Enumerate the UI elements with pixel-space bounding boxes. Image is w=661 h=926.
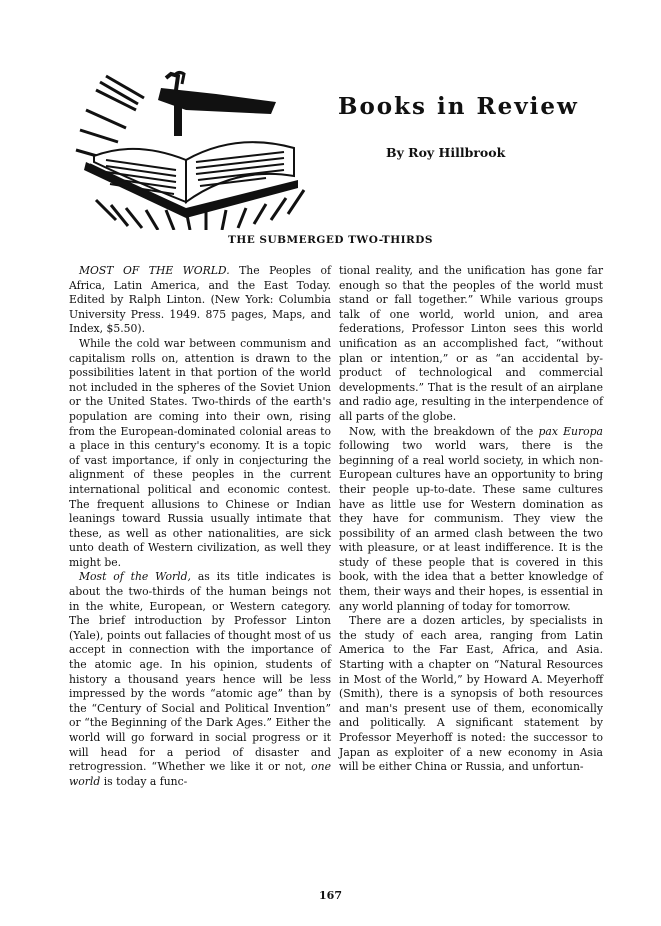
paragraph: Most of the World, as its title indicates is about the two-thirds of the human beings not in the white, European, or Western category. The brief introduction by Professor Linton (Yale), points out fallacies of thought most of us accept in connection with the importance of the atomic age. In his opinion, students of history a thousand years hence will be less impressed by the words “atomic age” than by the “Century of Social and Political Invention” or “the Beginning of the Dark Ages.” Either the world will go forward in social progress or it will head for a period of disaster and retrogression. “Whether we like it or not, one world is today a func- — [69, 570, 331, 788]
byline: By Roy Hillbrook — [386, 145, 506, 160]
paragraph: While the cold war between communism and capitalism rolls on, attention is drawn to the possibilities latent in that portion of the world not included in the spheres of the Soviet Union or the United States. Two-thirds of the earth's population are coming into their own, rising from the European-dominated colonial areas to a place in this century's economy. It is a topic of vast importance, if only in conjecturing the alignment of these peoples in the current international political and economic contest. The frequent allusions to Chinese or Indian leanings toward Russia usually intimate that these, as well as other nationalities, are sick unto death of Western civilization, as well they might be. — [69, 336, 331, 569]
book-title: MOST OF THE WORLD. — [79, 264, 230, 277]
page-number: 167 — [319, 889, 342, 902]
paragraph: tional reality, and the unification has gone far enough so that the peoples of the world must stand or fall together.” While various groups talk of one world, world union, and area federations, Professor Linton sees this world unification as an accomplished fact, “without plan or intention,” or as “an accidental by-product of technological and commercial developments.” That is the result of an airplane and radio age, resulting in the interpendence of all parts of the globe. — [339, 264, 603, 423]
book-citation: The Peoples of Africa, Latin America, and the East Today. Edited by Ralph Linton. (New York: Columbia University Press. 1949. 875 pages, Maps, and Index, $5.50). — [69, 264, 331, 336]
open-book-with-lamp-icon — [66, 70, 316, 230]
section-title: THE SUBMERGED TWO-THIRDS — [228, 234, 433, 246]
emphasis: one world — [69, 760, 331, 788]
title-reference: Most of the World, — [79, 570, 191, 584]
paragraph — [69, 264, 331, 337]
emphasis: pax Europa — [538, 424, 603, 438]
left-column — [69, 264, 331, 789]
paragraph: Now, with the breakdown of the pax Europa following two world wars, there is the beginning of a real world society, in which non-European cultures have an opportunity to bring their people up-to-date. These same cultures have as little use for Western domination as they have for communism. They view the possibility of an armed clash between the two with pleasure, or at least indifference. It is the study of these people that is covered in this book, with the idea that a better knowledge of them, their ways and their hopes, is essential in any world planning of today for tomorrow. — [339, 424, 603, 613]
page-title: Books in Review — [338, 93, 579, 120]
paragraph: There are a dozen articles, by specialists in the study of each area, ranging from Latin America to the Far East, Africa, and Asia. Starting with a chapter on “Natural Resources in Most of the World,” by Howard A. Meyerhoff (Smith), there is a synopsis of both resources and man's present use of them, economically and politically. A significant statement by Professor Meyerhoff is noted: the successor to Japan as exploiter of a new economy in Asia will be either China or Russia, and unfortun- — [339, 614, 603, 774]
right-column — [339, 264, 603, 775]
